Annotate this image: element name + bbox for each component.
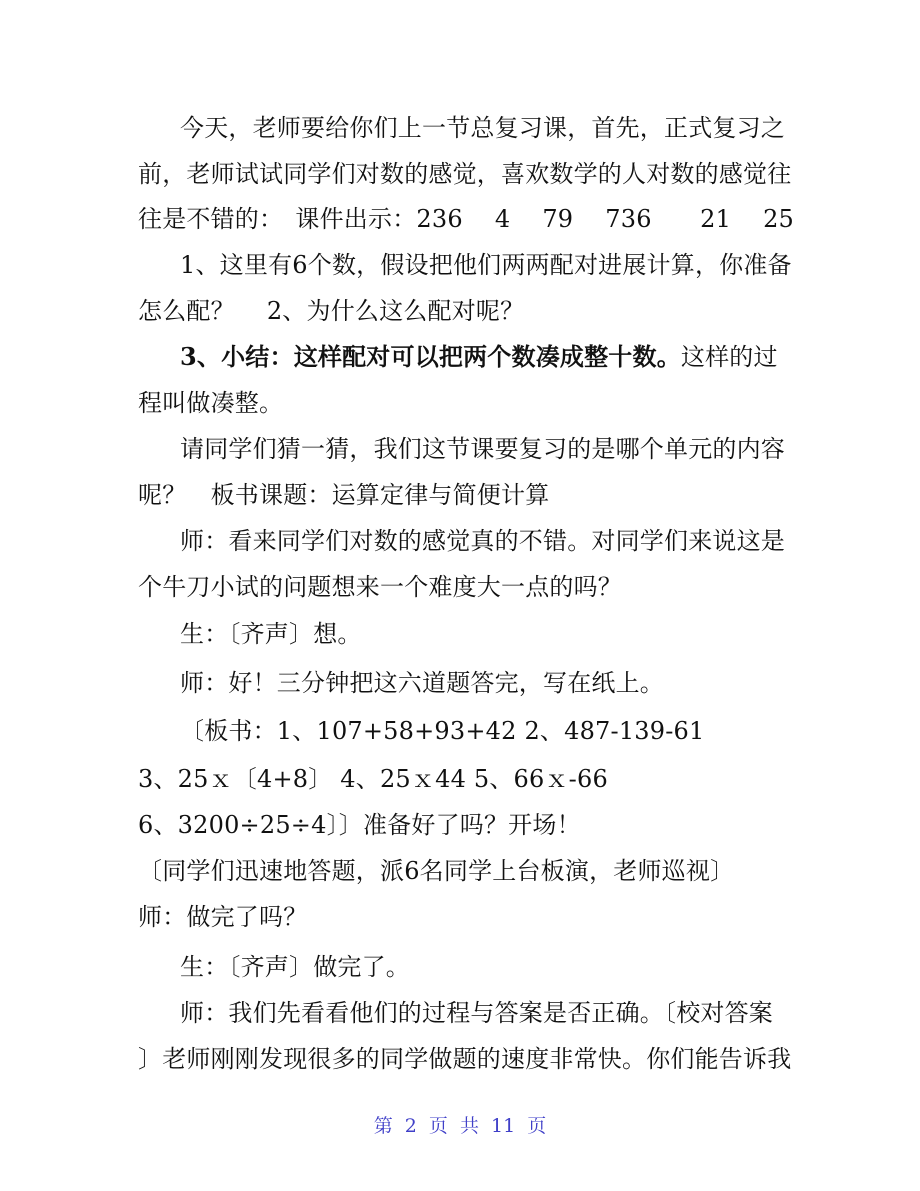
footer-mid: 页 (428, 1115, 448, 1137)
footer-total-label: 共 (459, 1115, 479, 1137)
text-line: 1、这里有6个数，假设把他们两两配对进展计算，你准备 (180, 251, 792, 279)
footer-page-number: 2 (404, 1115, 417, 1137)
footer-prefix: 第 (373, 1115, 393, 1137)
text-line: 3、25ｘ〔4+8〕 4、25ｘ44 5、66ｘ-66 (138, 765, 608, 793)
summary-text: 这样的过 (680, 343, 778, 371)
footer-total-pages: 11 (491, 1115, 516, 1137)
text-line: 师：做完了吗？ (138, 903, 308, 931)
text-line: 怎么配？ 2、为什么这么配对呢？ (138, 297, 525, 325)
text-line: 个牛刀小试的问题想来一个难度大一点的吗？ (138, 573, 622, 601)
text-line: 师：好！三分钟把这六道题答完，写在纸上。 (180, 669, 664, 697)
text-line: 6、3200÷25÷4〕〕准备好了吗？开场！ (138, 811, 581, 839)
text-line: 前，老师试试同学们对数的感觉，喜欢数学的人对数的感觉往 (138, 160, 792, 188)
text-line: 呢？ 板书课题：运算定律与简便计算 (138, 481, 550, 509)
page-footer (0, 1111, 920, 1138)
text-line: 〔同学们迅速地答题，派6名同学上台板演，老师巡视〕 (138, 857, 735, 885)
footer-suffix: 页 (527, 1115, 547, 1137)
text-line: 〕老师刚刚发现很多的同学做题的速度非常快。你们能告诉我 (138, 1045, 792, 1073)
summary-line (180, 342, 778, 372)
text-line: 〔板书：1、107+58+93+42 2、487-139-61 (180, 717, 705, 745)
text-line: 生：〔齐声〕想。 (180, 620, 362, 648)
text-line: 往是不错的： 课件出示：236 4 79 736 21 25 (138, 205, 795, 233)
text-line: 生：〔齐声〕做完了。 (180, 953, 410, 981)
text-line: 请同学们猜一猜，我们这节课要复习的是哪个单元的内容 (180, 435, 785, 463)
text-line: 今天，老师要给你们上一节总复习课，首先，正式复习之 (180, 114, 785, 142)
text-line: 程叫做凑整。 (138, 389, 284, 417)
text-line: 师：我们先看看他们的过程与答案是否正确。〔校对答案 (180, 999, 773, 1027)
summary-bold-text: 3、小结：这样配对可以把两个数凑成整十数。 (180, 342, 681, 371)
text-line: 师：看来同学们对数的感觉真的不错。对同学们来说这是 (180, 527, 785, 555)
